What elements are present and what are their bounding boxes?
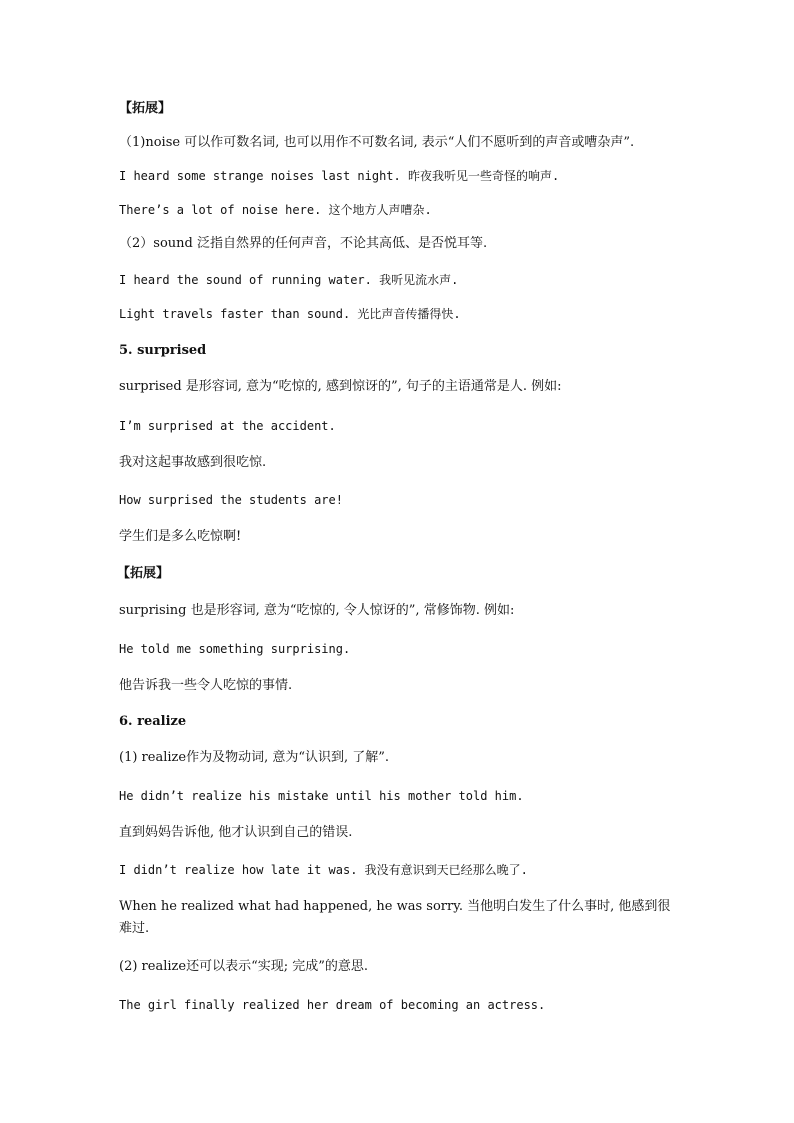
example-sentence: I’m surprised at the accident. — [119, 419, 336, 433]
heading-surprised: 5. surprised — [119, 343, 207, 358]
sound-note-2: （2）sound 泛指自然界的任何声音，不论其高低、是否悦耳等. — [119, 236, 488, 251]
example-sentence: He told me something surprising. — [119, 642, 351, 656]
example-sentence: I didn’t realize how late it was. 我没有意识到天已经那么晚了. — [119, 863, 528, 877]
example-translation: 直到妈妈告诉他, 他才认识到自己的错误. — [119, 825, 353, 840]
noise-note-1: （1)noise 可以作可数名词, 也可以用作不可数名词, 表示“人们不愿听到的声音或嘈杂声”. — [119, 135, 635, 150]
heading-realize: 6. realize — [119, 714, 187, 729]
example-translation: 他告诉我一些令人吃惊的事情. — [119, 678, 293, 693]
surprised-definition: surprised 是形容词, 意为“吃惊的, 感到惊讶的”, 句子的主语通常是人. 例如: — [119, 379, 562, 394]
example-sentence-wrapped: When he realized what had happened, he was sorry. 当他明白发生了什么事时, 他感到很难过. — [119, 899, 671, 936]
surprising-definition: surprising 也是形容词, 意为“吃惊的, 令人惊讶的”, 常修饰物. 例如: — [119, 603, 515, 618]
example-sentence: I heard the sound of running water. 我听见流水声. — [119, 273, 459, 287]
example-sentence: Light travels faster than sound. 光比声音传播得快. — [119, 307, 461, 321]
example-translation: 我对这起事故感到很吃惊. — [119, 455, 267, 470]
example-sentence: The girl finally realized her dream of becoming an actress. — [119, 998, 546, 1012]
section-heading-extension: 【拓展】 — [119, 101, 172, 116]
example-sentence: He didn’t realize his mistake until his mother told him. — [119, 789, 524, 803]
example-sentence: How surprised the students are! — [119, 493, 343, 507]
realize-note-1: (1) realize作为及物动词, 意为“认识到, 了解”. — [119, 750, 390, 765]
example-translation: 学生们是多么吃惊啊! — [119, 529, 242, 544]
section-heading-extension: 【拓展】 — [117, 566, 170, 581]
example-sentence: I heard some strange noises last night. 昨夜我听见一些奇怪的响声. — [119, 169, 560, 183]
realize-note-2: (2) realize还可以表示“实现; 完成”的意思. — [119, 959, 368, 974]
example-sentence: There’s a lot of noise here. 这个地方人声嘈杂. — [119, 203, 432, 217]
